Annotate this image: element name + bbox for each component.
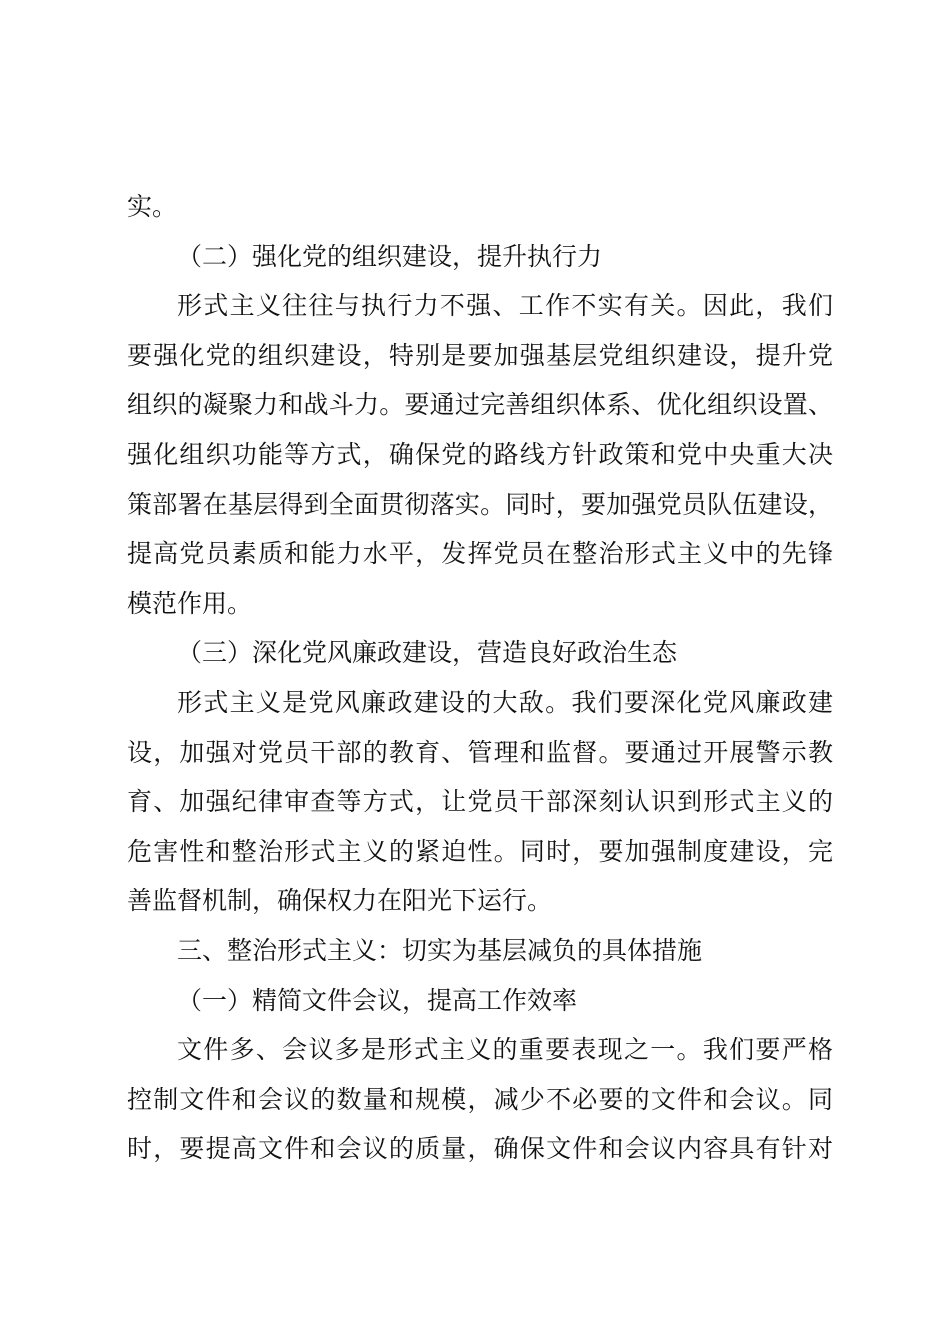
text-line: 形式主义往往与执行力不强、工作不实有关。因此，我们 [177,291,833,321]
text-line: 危害性和整治形式主义的紧迫性。同时，要加强制度建设，完 [127,836,833,866]
text-line: 形式主义是党风廉政建设的大敌。我们要深化党风廉政建 [177,687,833,717]
section-heading: （一）精简文件会议，提高工作效率 [177,985,578,1015]
text-line: 设，加强对党员干部的教育、管理和监督。要通过开展警示教 [127,737,833,767]
text-line: 善监督机制，确保权力在阳光下运行。 [127,886,553,916]
chapter-heading: 三、整治形式主义：切实为基层减负的具体措施 [177,935,703,965]
text-line: 文件多、会议多是形式主义的重要表现之一。我们要严格 [177,1035,833,1065]
text-line: 模范作用。 [127,588,253,618]
section-heading: （三）深化党风廉政建设，营造良好政治生态 [177,638,678,668]
text-line: 提高党员素质和能力水平，发挥党员在整治形式主义中的先锋 [127,539,833,569]
text-line: 时，要提高文件和会议的质量，确保文件和会议内容具有针对 [127,1134,833,1164]
text-line: 策部署在基层得到全面贯彻落实。同时，要加强党员队伍建设， [127,489,833,519]
document-body [127,182,833,1174]
text-line: 实。 [127,192,178,221]
text-line: 育、加强纪律审查等方式，让党员干部深刻认识到形式主义的 [127,787,833,817]
text-line: 组织的凝聚力和战斗力。要通过完善组织体系、优化组织设置、 [127,390,833,420]
text-line: 强化组织功能等方式，确保党的路线方针政策和党中央重大决 [127,439,833,469]
text-line: 要强化党的组织建设，特别是要加强基层党组织建设，提升党 [127,340,833,370]
section-heading: （二）强化党的组织建设，提升执行力 [177,241,603,271]
text-line: 控制文件和会议的数量和规模，减少不必要的文件和会议。同 [127,1084,833,1114]
